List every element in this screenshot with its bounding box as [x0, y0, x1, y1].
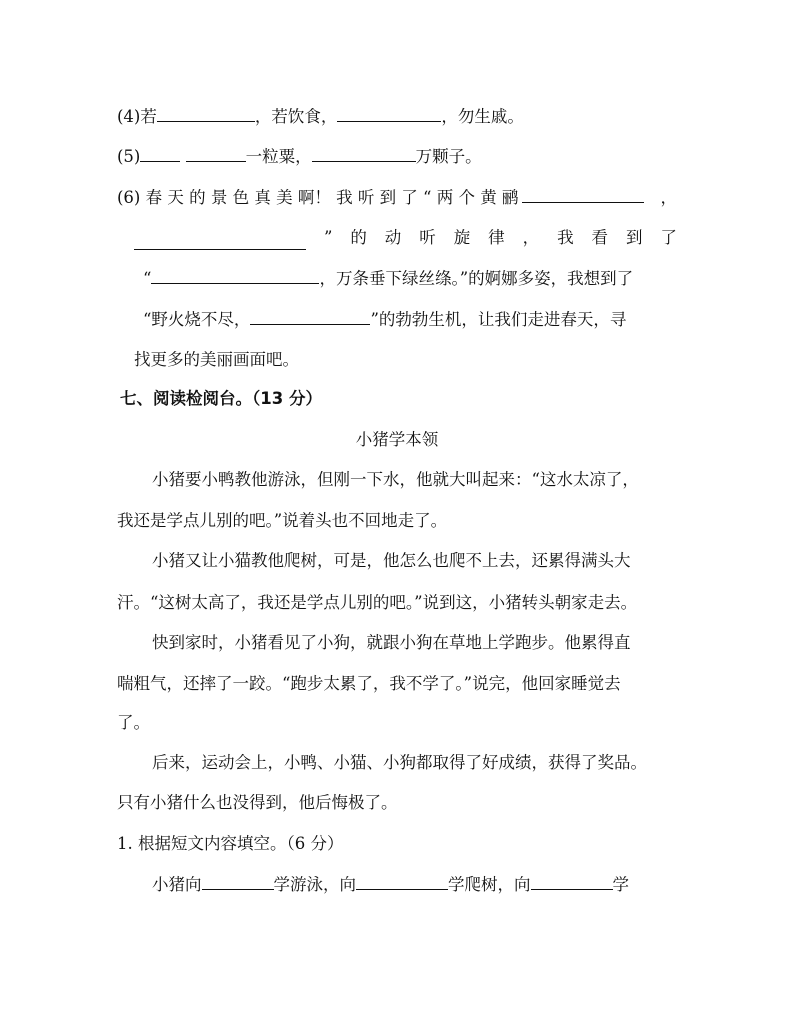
q6-line2-char: ” [323, 228, 333, 247]
q6-blank-1[interactable] [522, 186, 644, 203]
q6-line2-char: 我 [557, 228, 574, 247]
q1-blank-2[interactable] [356, 873, 448, 890]
question-6-line-4 [143, 308, 626, 332]
q6-line2-char: 律 [488, 228, 505, 247]
q4-text-c: ，勿生戚。 [441, 107, 524, 126]
q6-line2-char: 听 [419, 228, 436, 247]
q6-line2-char: 旋 [453, 228, 471, 247]
story-line: 只有小猪什么也没得到，他后悔极了。 [117, 793, 398, 812]
q6-line2-char: 了 [660, 228, 677, 247]
q6-line2-char: ， [522, 228, 540, 247]
q1-text-d: 学 [612, 875, 629, 894]
question-6-line-3 [143, 267, 633, 291]
q6-blank-2[interactable] [134, 233, 306, 250]
story-line: 小猪要小鸭教他游泳，但刚一下水，他就大叫起来：“这水太凉了， [152, 470, 639, 489]
q6-blank-3[interactable] [151, 267, 319, 284]
q6-line5-text: 找更多的美丽画面吧。 [134, 350, 299, 369]
section-7-heading: 七、阅读检阅台。（13 分） [120, 389, 322, 408]
question-1-fill [152, 873, 629, 897]
q5-number: (5) [117, 147, 141, 166]
q5-text-b: 万颗子。 [415, 147, 482, 166]
story-line: 汗。“这树太高了，我还是学点儿别的吧。”说到这，小猪转头朝家走去。 [117, 593, 638, 612]
q4-number: (4) [117, 107, 141, 126]
story-line: 喘粗气，还摔了一跤。“跑步太累了，我不学了。”说完，他回家睡觉去 [117, 674, 621, 693]
q5-blank-3[interactable] [312, 145, 416, 162]
q6-line1-text: (6) 春 天 的 景 色 真 美 啊！ 我 听 到 了 “ 两 个 黄 鹂 [117, 188, 519, 207]
q4-blank-1[interactable] [157, 105, 255, 122]
story-line: 小猪又让小猫教他爬树，可是，他怎么也爬不上去，还累得满头大 [152, 551, 631, 570]
q6-line2-char: 看 [591, 228, 609, 247]
q1-blank-1[interactable] [202, 873, 274, 890]
q5-text-a: 一粒粟， [245, 147, 312, 166]
q5-blank-1[interactable] [140, 145, 180, 162]
story-title: 小猪学本领 [355, 430, 439, 449]
q1-text-c: 学爬树，向 [448, 875, 531, 894]
q4-text-a: 若 [140, 107, 157, 126]
question-4 [117, 105, 524, 129]
question-1-title: 1. 根据短文内容填空。（6 分） [117, 834, 344, 853]
q6-line2-char: 的 [350, 228, 367, 247]
q6-line2-char: 到 [625, 228, 643, 247]
q6-line4-text-a: “野火烧不尽， [143, 310, 251, 329]
question-6-line-5 [134, 348, 299, 372]
story-line: 后来，运动会上，小鸭、小猫、小狗都取得了好成绩，获得了奖品。 [152, 753, 647, 772]
question-6-line-1 [117, 186, 677, 210]
q4-blank-2[interactable] [337, 105, 441, 122]
q6-line1-end: ， [660, 188, 677, 207]
story-line: 快到家时，小猪看见了小狗，就跟小狗在草地上学跑步。他累得直 [152, 633, 631, 652]
story-line: 我还是学点儿别的吧。”说着头也不回地走了。 [117, 511, 448, 530]
q6-line2-char: 动 [384, 228, 402, 247]
q1-blank-3[interactable] [531, 873, 613, 890]
question-6-line-2 [134, 226, 677, 250]
q5-blank-2[interactable] [186, 145, 246, 162]
q1-text-a: 小猪向 [152, 875, 202, 894]
story-line: 了。 [117, 713, 150, 732]
question-5 [117, 145, 482, 169]
q4-text-b: ，若饮食， [254, 107, 338, 126]
q6-line4-text-b: ”的勃勃生机，让我们走进春天，寻 [370, 310, 627, 329]
q6-line3-open: “ [143, 269, 152, 288]
q1-text-b: 学游泳，向 [273, 875, 356, 894]
q6-blank-4[interactable] [250, 308, 370, 325]
q6-line3-text: ，万条垂下绿丝绦。”的婀娜多姿，我想到了 [319, 269, 634, 288]
